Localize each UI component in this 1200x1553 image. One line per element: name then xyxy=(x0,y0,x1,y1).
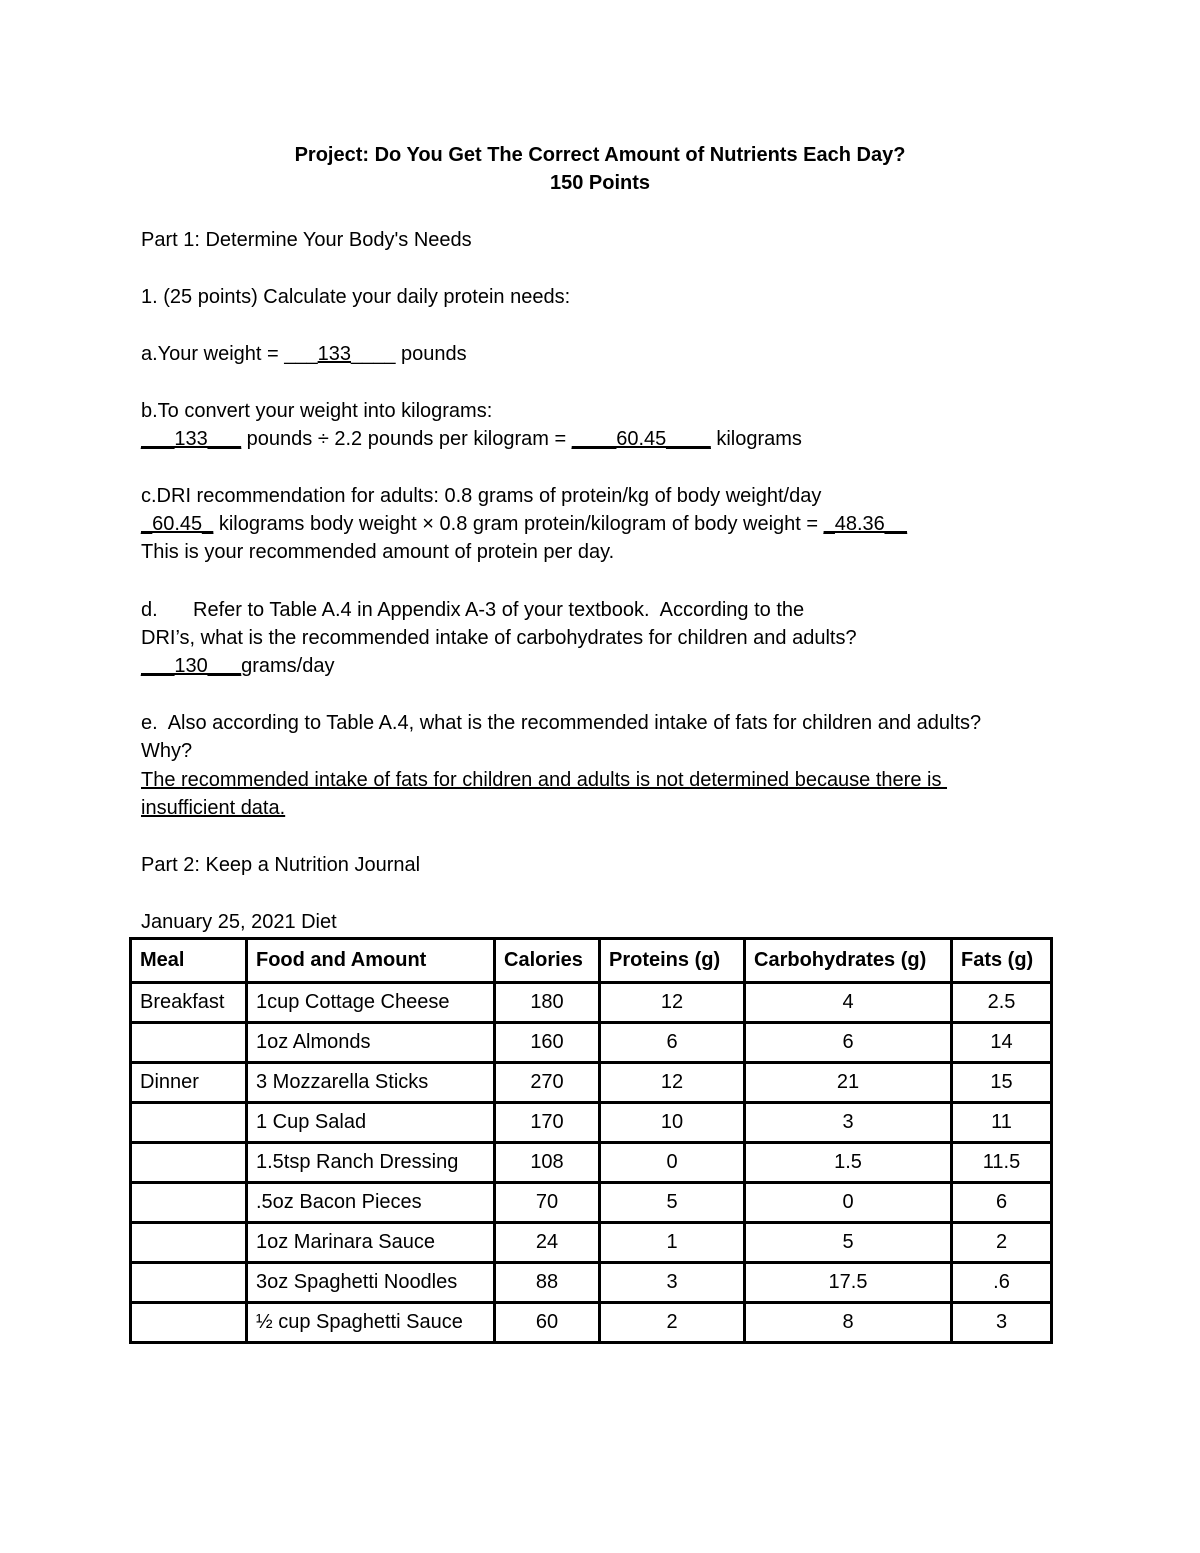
cell-meal: Breakfast xyxy=(131,983,247,1023)
cell-meal xyxy=(131,1103,247,1143)
cell-fats: .6 xyxy=(952,1263,1052,1303)
header-fats: Fats (g) xyxy=(952,939,1052,983)
header-food: Food and Amount xyxy=(247,939,495,983)
cell-fats: 11.5 xyxy=(952,1143,1052,1183)
cell-carbohydrates: 17.5 xyxy=(745,1263,952,1303)
item-d-line2: DRI’s, what is the recommended intake of carbohydrates for children and adults? xyxy=(141,627,857,649)
cell-food: 1oz Marinara Sauce xyxy=(247,1223,495,1263)
cell-fats: 2 xyxy=(952,1223,1052,1263)
item-d-text: Refer to Table A.4 in Appendix A-3 of your textbook. According to the xyxy=(193,599,805,621)
item-b-line1: b.To convert your weight into kilograms: xyxy=(141,400,493,422)
table-row xyxy=(131,1143,1052,1183)
cell-meal xyxy=(131,1303,247,1343)
item-c-line2 xyxy=(141,510,907,538)
cell-calories: 180 xyxy=(495,983,600,1023)
cell-calories: 108 xyxy=(495,1143,600,1183)
cell-food: 3oz Spaghetti Noodles xyxy=(247,1263,495,1303)
page-subtitle: 150 Points xyxy=(549,172,651,194)
cell-carbohydrates: 8 xyxy=(745,1303,952,1343)
item-e-line1: e. Also according to Table A.4, what is the recommended intake of fats for children and adults? xyxy=(141,712,982,734)
item-d-label: d. xyxy=(141,599,158,621)
table-row xyxy=(131,1263,1052,1303)
cell-food: 1cup Cottage Cheese xyxy=(247,983,495,1023)
part2-heading: Part 2: Keep a Nutrition Journal xyxy=(141,854,421,876)
cell-carbohydrates: 5 xyxy=(745,1223,952,1263)
cell-meal xyxy=(131,1143,247,1183)
cell-fats: 3 xyxy=(952,1303,1052,1343)
item-c-mid: kilograms body weight × 0.8 gram protein/kilogram of body weight = xyxy=(213,513,824,535)
cell-proteins: 6 xyxy=(600,1023,745,1063)
cell-fats: 6 xyxy=(952,1183,1052,1223)
item-d-line3 xyxy=(141,652,334,680)
item-c-answer-2: _48.36__ xyxy=(823,513,908,535)
cell-proteins: 3 xyxy=(600,1263,745,1303)
page-title: Project: Do You Get The Correct Amount of Nutrients Each Day? xyxy=(294,144,906,166)
cell-proteins: 2 xyxy=(600,1303,745,1343)
item-d-answer: ___130___ xyxy=(141,655,242,677)
item-a-prefix: a.Your weight = ___ xyxy=(141,343,318,365)
item-d-suffix: grams/day xyxy=(241,655,335,677)
cell-calories: 270 xyxy=(495,1063,600,1103)
header-meal: Meal xyxy=(131,939,247,983)
cell-calories: 60 xyxy=(495,1303,600,1343)
table-header-row xyxy=(131,939,1052,983)
item-c-line1: c.DRI recommendation for adults: 0.8 grams of protein/kg of body weight/day xyxy=(141,485,822,507)
table-row xyxy=(131,1303,1052,1343)
cell-meal xyxy=(131,1263,247,1303)
item-b-suffix: kilograms xyxy=(710,428,802,450)
header-carbohydrates: Carbohydrates (g) xyxy=(745,939,952,983)
cell-carbohydrates: 1.5 xyxy=(745,1143,952,1183)
cell-carbohydrates: 3 xyxy=(745,1103,952,1143)
cell-fats: 2.5 xyxy=(952,983,1052,1023)
diet-table xyxy=(129,937,1053,1344)
header-proteins: Proteins (g) xyxy=(600,939,745,983)
item-a-suffix: ____ pounds xyxy=(351,343,467,365)
cell-food: .5oz Bacon Pieces xyxy=(247,1183,495,1223)
cell-calories: 170 xyxy=(495,1103,600,1143)
cell-proteins: 0 xyxy=(600,1143,745,1183)
table-row xyxy=(131,1023,1052,1063)
item-e-line2: Why? xyxy=(141,740,193,762)
diet-date-heading: January 25, 2021 Diet xyxy=(141,911,337,933)
cell-proteins: 10 xyxy=(600,1103,745,1143)
table-row xyxy=(131,983,1052,1023)
item-c-line3: This is your recommended amount of protein per day. xyxy=(141,541,615,563)
item-d-line1 xyxy=(141,596,804,624)
cell-food: 1 Cup Salad xyxy=(247,1103,495,1143)
question-1: 1. (25 points) Calculate your daily protein needs: xyxy=(141,286,571,308)
cell-fats: 14 xyxy=(952,1023,1052,1063)
cell-proteins: 5 xyxy=(600,1183,745,1223)
cell-carbohydrates: 4 xyxy=(745,983,952,1023)
item-b-line2 xyxy=(141,425,802,453)
item-b-answer-1: ___133___ xyxy=(141,428,242,450)
cell-meal xyxy=(131,1183,247,1223)
item-b-answer-2: ____60.45____ xyxy=(571,428,711,450)
table-row xyxy=(131,1183,1052,1223)
cell-fats: 15 xyxy=(952,1063,1052,1103)
table-row xyxy=(131,1103,1052,1143)
cell-meal xyxy=(131,1223,247,1263)
cell-meal xyxy=(131,1023,247,1063)
cell-calories: 88 xyxy=(495,1263,600,1303)
item-b-mid: pounds ÷ 2.2 pounds per kilogram = xyxy=(241,428,572,450)
table-row xyxy=(131,1063,1052,1103)
cell-calories: 24 xyxy=(495,1223,600,1263)
item-e-answer-1: The recommended intake of fats for children and adults is not determined because there is xyxy=(141,769,948,791)
cell-proteins: 12 xyxy=(600,1063,745,1103)
cell-food: 3 Mozzarella Sticks xyxy=(247,1063,495,1103)
item-a xyxy=(141,340,467,368)
cell-fats: 11 xyxy=(952,1103,1052,1143)
cell-carbohydrates: 0 xyxy=(745,1183,952,1223)
table-row xyxy=(131,1223,1052,1263)
item-c-answer-1: _60.45_ xyxy=(141,513,214,535)
item-a-answer: 133 xyxy=(317,343,351,365)
cell-meal: Dinner xyxy=(131,1063,247,1103)
part1-heading: Part 1: Determine Your Body's Needs xyxy=(141,229,472,251)
cell-proteins: 12 xyxy=(600,983,745,1023)
cell-food: ½ cup Spaghetti Sauce xyxy=(247,1303,495,1343)
cell-carbohydrates: 21 xyxy=(745,1063,952,1103)
cell-carbohydrates: 6 xyxy=(745,1023,952,1063)
header-calories: Calories xyxy=(495,939,600,983)
cell-proteins: 1 xyxy=(600,1223,745,1263)
cell-food: 1oz Almonds xyxy=(247,1023,495,1063)
cell-calories: 70 xyxy=(495,1183,600,1223)
item-e-answer-2: insufficient data. xyxy=(141,797,286,819)
cell-food: 1.5tsp Ranch Dressing xyxy=(247,1143,495,1183)
cell-calories: 160 xyxy=(495,1023,600,1063)
